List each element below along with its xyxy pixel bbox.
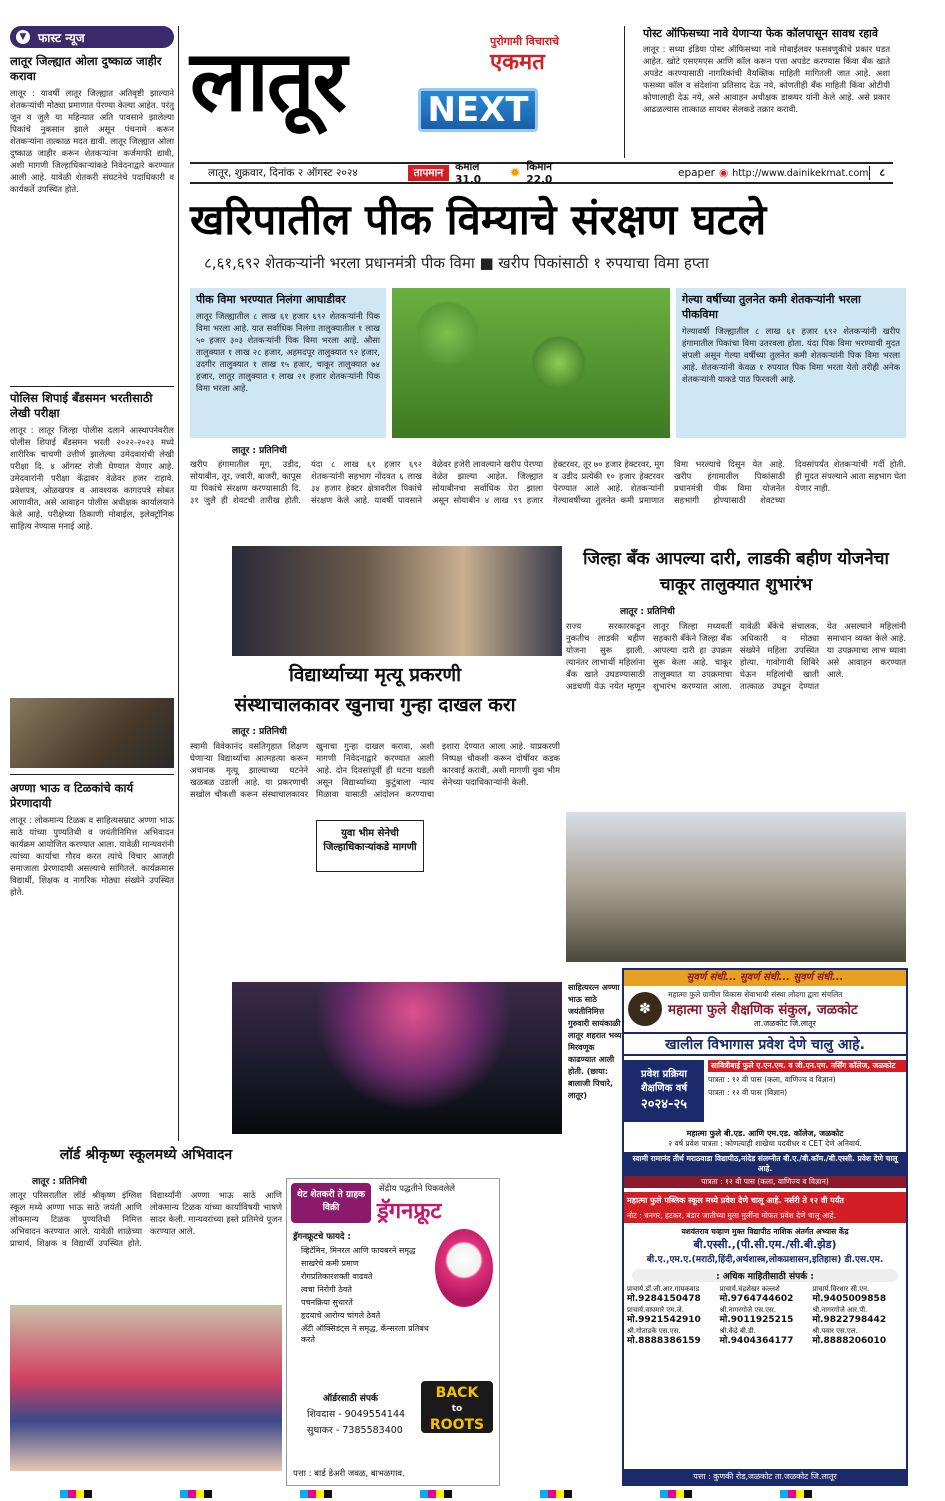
left-rail — [10, 26, 174, 1139]
eligibility-row: पात्रता : १२ वी पास (कला, वाणिज्य व विज्ञान) — [708, 1075, 836, 1084]
festival-caption: साहित्यरत्न अण्णा भाऊ साठे जयंतीनिमित्त गुरुवारी सायंकाळी लातूर शहरात भव्य मिरवणूक काढण्यात आली होती. (छाया: बालाजी पिचारे, लातूर) — [568, 983, 622, 1100]
soybean-field-photo — [392, 288, 670, 438]
bed-college-row: महात्मा फुले बी.एड. आणि एम.एड. कॉलेज, जळकोट — [686, 1129, 844, 1138]
eligibility-row: पात्रता : १२ वी पास (विज्ञान) — [708, 1088, 788, 1097]
contact-title: : अधिक माहितीसाठी संपर्क : — [632, 1269, 898, 1282]
bsc-row: बी.एस्सी.,(पी.सी.एम./सी.बी.झेड) — [693, 1238, 837, 1251]
lead-box-right — [676, 288, 906, 438]
divider — [10, 386, 174, 387]
contact-card — [720, 1305, 811, 1325]
school-address: पत्ता : कुणकी रोड,जळकोट ता.जळकोट जि.लातूर — [624, 1469, 906, 1484]
benefit-item: रोगप्रतिकारशक्ती वाढवते — [301, 1272, 373, 1281]
story-title: लातूर जिल्ह्यात ओला दुष्काळ जाहीर करावा — [10, 54, 162, 83]
contact-2: सुधाकर - 7385583400 — [307, 1425, 403, 1436]
top-right-story — [624, 26, 890, 158]
contact-phone[interactable]: 9049554144 — [344, 1409, 406, 1420]
school-byline: लातूर : प्रतिनिधी — [32, 1177, 87, 1187]
benefit-item: साखरेचे कमी प्रमाण — [301, 1259, 359, 1268]
order-label: ऑर्डरसाठी संपर्क — [323, 1394, 378, 1404]
story-title: पोस्ट ऑफिसच्या नावे येणाऱ्या फेक कॉलपासून सावध रहावे — [643, 27, 879, 40]
benefit-item: अँटी ऑक्सिडंट्स ने समृद्ध, कॅन्सरला प्रतिबंध करते — [301, 1324, 429, 1344]
contact-phone[interactable]: मो.9822798442 — [812, 1315, 887, 1325]
contact-1: शिवदास - 9049554144 — [307, 1409, 406, 1420]
next-label: NEXT — [427, 90, 529, 130]
contact-grid — [624, 1284, 906, 1346]
school-ad — [622, 968, 908, 1486]
student-headline-2: संस्थाचालकावर खुनाचा गुन्हा दाखल करा — [234, 694, 516, 716]
story-title: पोलिस शिपाई बँडसमन भरतीसाठी लेखी परीक्षा — [10, 391, 153, 420]
contact-name: श्री.नागरगोजे आर.पी. — [812, 1306, 868, 1314]
bank-headline: जिल्हा बँक आपल्या दारी, लाडकी बहीण योजनेचा चाकूर तालुक्यात शुभारंभ — [583, 549, 889, 595]
dragonfruit-ad — [286, 1178, 500, 1486]
dateline: लातूर, शुक्रवार, दिनांक २ ऑगस्ट २०२४ — [208, 167, 358, 179]
box-body: लातूर जिल्ह्यातील ८ लाख ६१ हजार ६९२ शेतकऱ्यांनी पिक विमा भरला आहे. यात सर्वाधिक निलंगा तालुक्यातील १ लाख ५० हजार ३०३ शेतकऱ्यांनी पिक विमा भरला आहे. औसा तालुक्यात १ लाख २८ हजार, अहमदपूर तालुक्यात ९२ हजार, उदगीर तालुक्यात १ लाख १५ हजार, चाकूर तालुक्यात ७४ हजार, लातूर तालुक्यात १ लाख २१ हजार शेतकऱ्यांनी पिक विमा भरला आहे. — [196, 311, 380, 393]
lead-byline: लातूर : प्रतिनिधी — [232, 446, 287, 456]
brand-tagline: पुरोगामी विचाराचे — [490, 35, 560, 48]
contact-phone[interactable]: मो.9404364177 — [719, 1336, 794, 1346]
logo-word-1: BACK — [435, 1385, 479, 1401]
contact-name: प्राचार्य.विरधार सी.एन. — [812, 1285, 870, 1293]
contact-name: श्री.नागरगोजे एस.एस. — [719, 1306, 776, 1314]
story-police-exam — [10, 391, 174, 694]
student-body: स्वामी विवेकानंद वसतिगृहात शिक्षण घेणाऱ्या विद्यार्थ्याचा आत्महत्या करून अचानक मृत्यू झाल्याच्या घटनेने खळबळ उडाली आहे. या प्रकरणाची सखोल चौकशी करून संस्थाचालकावर खुनाचा गुन्हा दाखल करावा, अशी मागणी निवेदनाद्वारे करण्यात आली आहे. दोन दिवसांपूर्वी ही घटना घडली असून विद्यार्थ्याच्या कुटुंबाला न्याय मिळावा यासाठी आंदोलन करण्याचा इशारा देण्यात आला आहे. याप्रकरणी निष्पक्ष चौकशी करून दोषींवर कडक कारवाई करावी, अशी मागणी युवा भीम सेनेच्या पदाधिकाऱ्यांनी केली. — [190, 741, 560, 799]
bank-body: राज्य सरकारकडून नुकतीच लाडकी बहीण योजना सुरू झाली. त्यानंतर लाभार्थी महिलांना बँक खाते उघडण्यासाठी अडचणी येऊ नयेत म्हणून लातूर जिल्हा मध्यवर्ती सहकारी बँकेने जिल्हा बँक आपल्या दारी हा उपक्रम सुरू केला आहे. चाकूर तालुक्यात या उपक्रमाचा शुभारंभ करण्यात आला. यावेळी बँकेचे संचालक, अधिकारी व मोठ्या संख्येने महिला उपस्थित होत्या. गावोगावी शिबिरे घेऊन महिलांची खाती तात्काळ उघडून देण्यात येत असल्याने महिलांनी समाधान व्यक्त केले आहे. या उपक्रमाचा लाभ घ्यावा असे आवाहन करण्यात आले. — [566, 621, 906, 691]
contact-phone[interactable]: मो.8888386159 — [627, 1336, 701, 1346]
school-body: लातूर परिसरातील लॉर्ड श्रीकृष्ण इंग्लिश स्कूल मध्ये अण्णा भाऊ साठे जयंती आणि लोकमान्य टिळक पुण्यतिथी निमित्त अभिवादन करण्यात आले. यावेळी शाळेच्या प्राचार्य, शिक्षक व विद्यार्थी उपस्थित होते. विद्यार्थ्यांनी अण्णा भाऊ साठे आणि लोकमान्य टिळक यांच्या कार्याविषयी भाषणे सादर केली. मान्यवरांच्या हस्ते प्रतिमेचे पूजन करण्यात आले. — [10, 1190, 282, 1248]
benefit-item: त्वचा निरोगी ठेवते — [301, 1285, 352, 1294]
contact-card — [812, 1305, 903, 1325]
story-anna-bhau — [10, 781, 174, 1062]
school-logo-icon: ✽ — [628, 992, 662, 1026]
university-eligibility-row: पात्रता : १२ वी पास (कला, वाणिज्य व विज्ञान) — [624, 1176, 906, 1188]
lead-body: खरीप हंगामातील मूग, उडीद, सोयाबीन, तूर, ज्वारी, बाजरी, कापूस या पिकांचे संरक्षण करण्यासाठी दि. ३१ जुलै ही शेवटची तारीख होती. यंदा ८ लाख ६१ हजार ६९२ शेतकऱ्यांनी सहभाग नोंदवत ६ लाख ३४ हजार हेक्टर क्षेत्रावरील पिकांचे संरक्षण केले आहे. यावर्षी पावसाने वेळेवर हजेरी लावल्याने खरीप पेरण्या वेळेत झाल्या आहेत. जिल्ह्यात सोयाबीनचा सर्वाधिक पेरा झाला असून सोयाबीन ४ लाख ९९ हजार हेक्टरवर, तूर ७० हजार हेक्टरवर, मूग व उडीद प्रत्येकी १० हजार हेक्टरवर पेरण्यात आले आहे. शेतकऱ्यांनी गेल्यावर्षीच्या तुलनेत कमी प्रमाणात विमा भरल्याचे दिसून येत आहे. खरीप हंगामातील पिकांसाठी प्रधानमंत्री पीक विमा योजनेत सहभागी होण्यासाठी शेवटच्या दिवसांपर्यंत शेतकऱ्यांची गर्दी होती. ही मुदत संपल्याने आता सहभाग घेता येणार नाही. — [190, 459, 906, 505]
story-body: लातूर : लातूर जिल्हा पोलीस दलाने आस्थापनेवरील पोलीस शिपाई बँडसमन भरती २०२२-२०२३ मध्ये शारीरिक चाचणी उत्तीर्ण झालेल्या उमेदवारांची लेखी परीक्षा दि. ४ ऑगस्ट रोजी घेण्यात येणार आहे. उमेदवारांनी परीक्षा केंद्रावर वेळेवर हजर राहावे. प्रवेशपत्र, ओळखपत्र व आवश्यक कागदपत्रे सोबत आणावीत, असे आवाहन पोलीस अधीक्षक कार्यालयाने केले आहे. परीक्षेच्या ठिकाणी मोबाईल, इलेक्ट्रॉनिक साहित्य नेण्यास मनाई आहे. — [10, 425, 174, 531]
contact-name: प्राचार्य.डॉ.जी.आर.गायकवाड — [627, 1285, 700, 1293]
student-byline: लातूर : प्रतिनिधी — [232, 727, 287, 737]
masthead-title: लातूर — [190, 32, 345, 130]
benefit-item: व्हिटॅमिन, मिनरल आणि फायबरने समृद्ध — [301, 1246, 416, 1255]
student-headline-1: विद्यार्थ्याच्या मृत्यू प्रकरणी — [288, 664, 462, 686]
lead-subheadline: ८,६१,६९२ शेतकऱ्यांनी भरला प्रधानमंत्री पीक विमा ■ खरीप पिकांसाठी १ रुपयाचा विमा हप्ता — [204, 254, 709, 272]
bank-event-photo — [232, 546, 562, 656]
temp-max: कमाल 31.0 — [455, 161, 482, 186]
logo-word-2: to — [451, 1404, 463, 1414]
divider — [10, 774, 174, 775]
process-label: प्रवेश प्रक्रिया शैक्षणिक वर्ष — [640, 1069, 688, 1094]
contact-phone[interactable]: मो.9764744602 — [719, 1294, 794, 1304]
contact-name: श्री.पवार एस.एल. — [812, 1327, 858, 1335]
story-body: लातूर : लोकमान्य टिळक व साहित्यसम्राट अण्णा भाऊ साठे यांच्या पुण्यतिथी व जयंतीनिमित्त अभिवादन कार्यक्रम आयोजित करण्यात आला. यावेळी मान्यवरांनी त्यांच्या कार्याचा गौरव करत त्यांचे विचार आजही समाजाला प्रेरणादायी असल्याचे सांगितले. कार्यक्रमास विद्यार्थी, शिक्षक व नागरिक मोठ्या संख्येने उपस्थित होते. — [10, 815, 174, 897]
fast-news-label: फास्ट न्यूज — [38, 30, 85, 45]
bed-eligibility-row: २ वर्ष प्रवेश पात्रता : कोणत्याही शाखेचा पदवीधर व CET देणे अनिवार्य. — [668, 1139, 862, 1148]
dragonfruit-title: ड्रॅगनफ्रूट — [377, 1199, 442, 1224]
website-icon: ◉ — [719, 167, 729, 179]
contact-phone[interactable]: मो.9405009858 — [812, 1294, 887, 1304]
contact-phone[interactable]: मो.9921542910 — [627, 1315, 701, 1325]
contact-name: श्री.केंद्रे बी.डी. — [719, 1327, 756, 1335]
benefits-list — [293, 1245, 443, 1347]
contact-name: प्राचार्य.चंद्रशेखर कल्लशे — [719, 1285, 780, 1293]
sun-icon: ✹ — [509, 165, 521, 181]
contact-card — [812, 1284, 903, 1304]
contact-card — [720, 1326, 811, 1346]
contact-phone[interactable]: मो.9011925215 — [719, 1315, 794, 1325]
school-headline: लॉर्ड श्रीकृष्ण स्कूलमध्ये अभिवादन — [59, 1147, 233, 1163]
dateline-bar — [190, 162, 893, 184]
contact-name: शिवदास — [307, 1409, 336, 1420]
down-arrow-icon: ▼ — [16, 30, 30, 44]
contact-name: श्री.गोताडके एस.एस. — [627, 1327, 681, 1335]
festival-photo — [232, 982, 562, 1134]
fast-news-header — [10, 26, 174, 48]
dragon-address: पत्ता : बार्ड डेअरी जवळ, बाभळगाव. — [293, 1469, 405, 1479]
contact-phone[interactable]: मो.8888206010 — [812, 1336, 887, 1346]
school-story — [10, 1144, 282, 1486]
police-photo — [10, 698, 174, 768]
contact-name: प्राचार्य.वाघमारे एम.जे. — [627, 1306, 684, 1314]
story-body: लातूर : यावर्षी लातूर जिल्ह्यात अतिवृष्टी झाल्याने शेतकऱ्यांची मोठ्या प्रमाणात पेरण्या केल्या आहेत. परंतु जून व जुलै या महिन्यात अति पावसाने झालेल्या पिकांचे नुकसान झाले असून पंचनामे करून शेतकऱ्यांना तात्काळ मदत द्यावी. लातूर जिल्ह्यात ओला दुष्काळ जाहीर करून शेतकऱ्यांना कर्जमाफी द्यावी, अशी मागणी जिल्हाधिकाऱ्यांकडे निवेदनाद्वारे करण्यात आली आहे. यावेळी शेतकरी संघटनेचे पदाधिकारी व कार्यकर्ते उपस्थित होते. — [10, 88, 174, 194]
nursing-college-title: सावित्रीबाई फुले ए.एन.एम. व जी.एन.एम. नर्सिंग कॉलेज, जळकोट — [708, 1060, 906, 1072]
masthead — [190, 26, 620, 156]
open-university-row: यशवंतराव चव्हाण मुक्त विद्यापीठ नाशिक अंतर्गत अभ्यास केंद्र — [681, 1227, 849, 1236]
free-admission-note: नोट : धनगर, हटकर, बंडार जातीच्या मुला मुलींना मोफत प्रवेश देणे चालू आहे. — [624, 1209, 906, 1223]
admission-heading: खालील विभागास प्रवेश देणे चालु आहे. — [624, 1032, 906, 1056]
benefits-title: ड्रॅगनफ्रूटचे फायदे : — [293, 1232, 351, 1242]
box-body: गेल्यावर्षी जिल्ह्यातील ८ लाख ६१ हजार ६९२ शेतकऱ्यांनी खरीप हंगामातील पिकांचा विमा उतरवला होता. यंदा पिक विमा भरण्याची मुदत संपली असून गेल्या वर्षीच्या तुलनेत कमी शेतकऱ्यांनी पिक विमा भरला आहे. शेतकऱ्यांनी केवळ १ रुपयात पिक विमा भरता येतो तरीही अनेक शेतकऱ्यांनी याकडे पाठ फिरवली आहे. — [682, 326, 900, 384]
brand-name: एकमत — [490, 50, 545, 75]
contact-name: सुधाकर — [307, 1425, 333, 1436]
contact-card — [627, 1284, 718, 1304]
next-logo — [418, 88, 538, 132]
school-location: ता.जळकोट जि.लातूर — [754, 1018, 816, 1028]
lead-box-left — [190, 288, 386, 438]
school-name: महात्मा फुले शैक्षणिक संकुल, जळकोट — [668, 1001, 858, 1018]
contact-card — [627, 1305, 718, 1325]
university-row: स्वामी रामानंद तीर्थ मराठवाडा विद्यापीठ,नांदेड संलग्नीत बी.ए./बी.कॉम./बी.एस्सी. प्रवेश देणे चालू आहे. — [624, 1152, 906, 1176]
ba-row: बी.ए.,एम.ए.(मराठी,हिंदी,अर्थशास्त्र,लोकप्रशासन,इतिहास) डी.एस.एम. — [646, 1255, 884, 1265]
story-wet-drought — [10, 54, 174, 382]
student-sub-box: युवा भीम सेनेची जिल्हाधिकाऱ्यांकडे मागणी — [316, 820, 424, 872]
benefit-item: हृदयाचे आरोग्य चांगले ठेवते — [301, 1311, 381, 1320]
contact-phone[interactable]: 7385583400 — [342, 1425, 403, 1436]
website-url[interactable]: http://www.dainikekmat.com — [732, 167, 869, 179]
page-number: ८ — [869, 166, 893, 180]
org-line: महात्मा फुले ग्रामीण विकास सेवाभावी संस्था लोदगा द्वारा संचलित — [668, 989, 843, 999]
registration-marks — [60, 1490, 880, 1498]
temp-min: किमान 22.0 — [526, 161, 553, 186]
organic-label: सेंद्रीय पद्धतीने पिकवलेले — [379, 1184, 455, 1194]
farmer-tag: थेट शेतकरी ते ग्राहक विक्री — [291, 1183, 371, 1223]
story-title: अण्णा भाऊ व टिळकांचे कार्य प्रेरणादायी — [10, 781, 134, 810]
temperature-label: तापमान — [408, 165, 450, 181]
bank-byline: लातूर : प्रतिनिधी — [620, 607, 675, 617]
dragonfruit-image — [435, 1229, 493, 1307]
column-divider — [178, 26, 179, 1141]
logo-word-3: ROOTS — [429, 1417, 485, 1433]
bank-ceremony-photo — [566, 812, 906, 962]
story-body: लातूर : सध्या इंडिया पोस्ट ऑफिसच्या नावे मोबाईलवर फसवणुकीचे प्रकार घडत आहेत. खोटे एसएमएस आणि कॉल करून पत्ता अपडेट करण्यास किंवा बँक खाते अपडेट करण्यासाठी नागरिकांची वैयक्तिक माहिती मागितली जात आहे. अशा फसव्या कॉल व संदेशांना प्रतिसाद देऊ नये, कोणतीही बँक माहिती किंवा ओटीपी कोणालाही देऊ नये, असे आवाहन अधीक्षक डाकघर यांनी केले आहे. असे प्रकार आढळल्यास तात्काळ सायबर सेलकडे तक्रार करावी. — [643, 44, 890, 114]
box-title: गेल्या वर्षीच्या तुलनेत कमी शेतकऱ्यांनी भरला पीकविमा — [682, 293, 861, 321]
admission-process-box — [624, 1060, 704, 1122]
golden-chance-banner: सुवर्ण संधी... सुवर्ण संधी... सुवर्ण संधी... — [624, 970, 906, 986]
public-school-row: महात्मा फुले पब्लिक स्कूल मध्ये प्रवेश देणे चालू आहे. नर्सरी ते १२ वी पर्यंत — [624, 1192, 906, 1209]
lead-headline: खरिपातील पीक विम्याचे संरक्षण घटले — [190, 195, 767, 244]
school-students-photo — [10, 1305, 282, 1471]
back-to-roots-logo — [421, 1381, 493, 1433]
contact-card — [812, 1326, 903, 1346]
academic-year: २०२४-२५ — [641, 1097, 687, 1112]
benefit-item: पचनक्रिया सुधारते — [301, 1298, 353, 1307]
epaper-label: epaper — [678, 167, 716, 179]
contact-card — [720, 1284, 811, 1304]
contact-phone[interactable]: मो.9284150478 — [627, 1294, 701, 1304]
contact-card — [627, 1326, 718, 1346]
box-title: पीक विमा भरण्यात निलंगा आघाडीवर — [196, 293, 346, 306]
